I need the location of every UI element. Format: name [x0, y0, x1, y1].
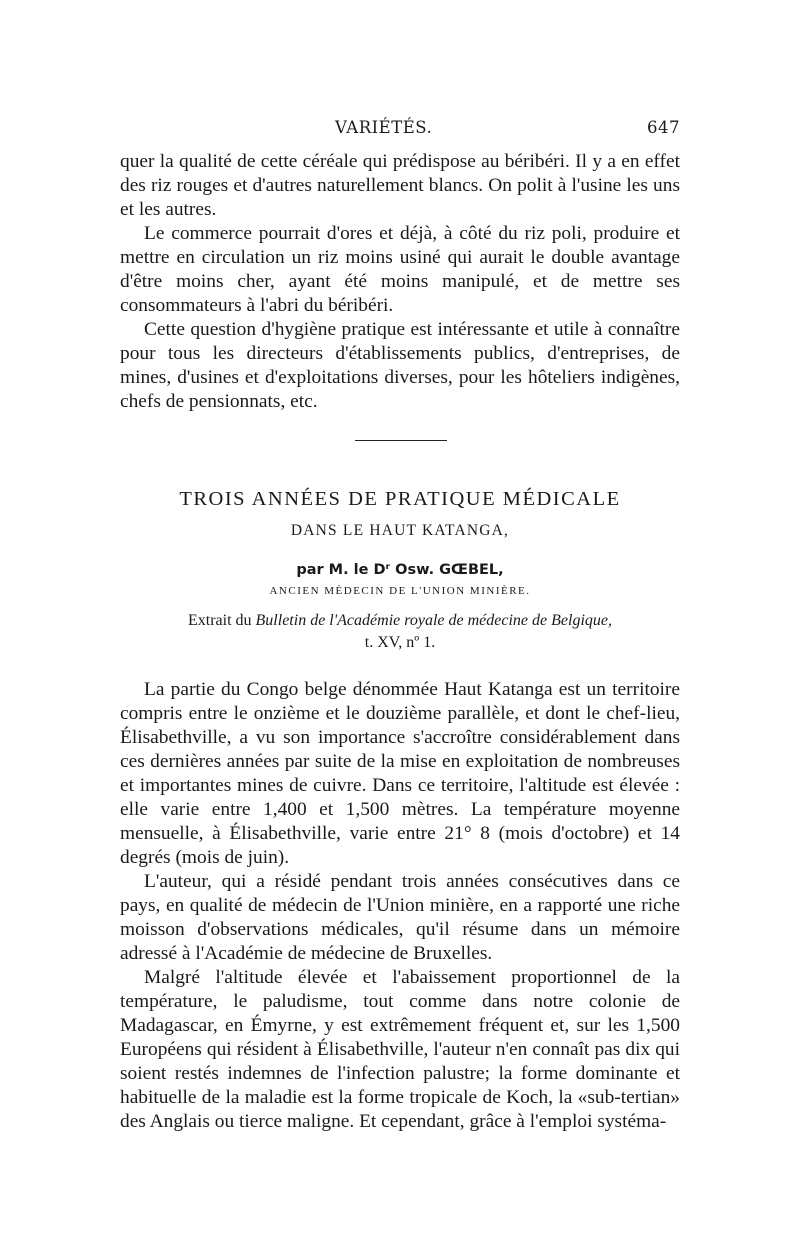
- paragraph: Cette question d'hygiène pratique est intéressante et utile à connaître pour tous les directeurs d'établissements publics, d'entreprises, de mines, d'usines et d'exploitations diverses, pour les hôteliers indigènes, chefs de pensionnats, etc.: [120, 319, 680, 412]
- running-title: VARIÉTÉS.: [335, 118, 433, 137]
- section-divider: [355, 440, 447, 441]
- paragraph: Le commerce pourrait d'ores et déjà, à côté du riz poli, produire et mettre en circulation un riz moins usiné qui aurait le double avantage d'être moins cher, ayant été moins manipulé, et de mettre ses consommateurs à l'abri du béribéri.: [120, 223, 680, 316]
- paragraph: Malgré l'altitude élevée et l'abaissement proportionnel de la température, le paludisme, tout comme dans notre colonie de Madagascar, en Émyrne, y est extrêmement fréquent et, sur les 1,500 Européens qui résident à Élisabethville, l'auteur n'en connaît pas dix qui soient restés indemnes de l'infection palustre; la forme dominante et habituelle de la maladie est la forme tropicale de Koch, la «sub-tertian» des Anglais ou tierce maligne. Et cependant, grâce à l'emploi systéma-: [120, 967, 680, 1132]
- source-citation: [0, 612, 800, 630]
- article-body: [120, 678, 680, 1134]
- running-header: [0, 118, 800, 140]
- source-prefix: Extrait du: [187, 612, 256, 629]
- article-subtitle: DANS LE HAUT KATANGA,: [290, 522, 510, 539]
- paragraph: La partie du Congo belge dénommée Haut Katanga est un territoire compris entre le onzième et le douzième parallèle, et dont le chef-lieu, Élisabethville, a vu son importance s'accroître considérablement dans ces dernières années par suite de la mise en exploitation de nombreuses et importantes mines de cuivre. Dans ce territoire, l'altitude est élevée : elle varie entre 1,400 et 1,500 mètres. La température moyenne mensuelle, à Élisabethville, varie entre 21° 8 (mois d'octobre) et 14 degrés (mois de juin).: [120, 679, 680, 868]
- source-volume: t. XV, nº 1.: [364, 634, 436, 651]
- article-title: TROIS ANNÉES DE PRATIQUE MÉDICALE: [179, 488, 621, 510]
- source-journal: Bulletin de l'Académie royale de médecine de Belgique,: [255, 612, 612, 629]
- page-number: 647: [647, 118, 680, 137]
- paragraph: L'auteur, qui a résidé pendant trois années consécutives dans ce pays, en qualité de médecin de l'Union minière, en a rapporté une riche moisson d'observations médicales, qu'il résume dans un mémoire adressé à l'Académie de médecine de Bruxelles.: [120, 871, 680, 964]
- continuation-text: [120, 150, 680, 414]
- author-byline: par M. le Dʳ Osw. GŒBEL,: [296, 562, 504, 578]
- author-role: ANCIEN MÉDECIN DE L'UNION MINIÈRE.: [269, 585, 531, 597]
- paragraph: quer la qualité de cette céréale qui prédispose au béribéri. Il y a en effet des riz rouges et d'autres naturellement blancs. On polit à l'usine les uns et les autres.: [120, 151, 680, 220]
